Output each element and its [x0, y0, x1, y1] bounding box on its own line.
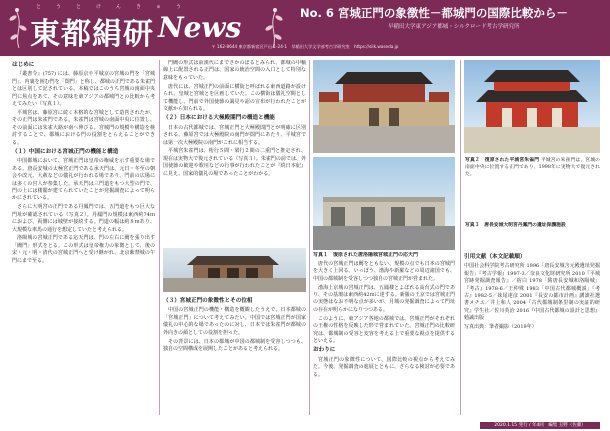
publisher-info: 〒 162-8644 東京都新宿区戸山 1-24-1 早稲田大学文学部考古学研究室 https://silk.waseda.jp: [211, 44, 399, 49]
photo-daming-palace: [313, 157, 455, 250]
paragraph: 宮城正門の象徴性について、国際比較の視点から考えてみた。今後、発掘調査の進展とともに、さらなる検討が必要である。: [313, 356, 455, 378]
institute-name: 早稲田大学東アジア都城・シルクロード考古学研究所: [388, 24, 520, 30]
paragraph: 日本の古代都城では、宮城正門と大極殿閤門とが明確に区別される。藤原宮では大極殿院の南門が閤門にあたり、平城宮では第一次大極殿院の南門がこれに相当する。: [163, 124, 306, 146]
caption-title: 写真２ 復原された平城宮朱雀門: [465, 157, 540, 163]
article-column-3: [313, 252, 455, 415]
paragraph: 平城宮朱雀門は、桁行５間・梁行２間の二重門と推定され、現在は実物大で復元されている（写真３）。朱雀門の前では、外国使節の歓迎や歌垣などの行事が行われたことが『続日本紀』に見え、国家的儀礼の場であったことがわかる。: [163, 148, 306, 177]
paragraph: 平城宮は、藤原宮に続く本格的な宮城として造営されたが、その正門は朱雀門である。朱雀門は宮城の南面中央に位置し、その前面には朱雀大路が南へ伸びる。宮城門の規模や構造を検討することで、都城における門の役割をとらえることができる。: [12, 109, 155, 146]
masthead-ruby: とうとけんきゅう: [36, 4, 197, 10]
section-heading-1: （１）中国における宮城正門の機能と構造: [12, 148, 119, 155]
column-divider: [159, 60, 160, 415]
photo-gate-plaza: [163, 248, 306, 292]
article-column-2: [163, 60, 306, 243]
paragraph: 『叢書令』(757) には、藤原京や平城京の宮城の門を「宮城門」、内裏を囲む門を「閤門」と称し、都城の正門である朱雀門とは区別して記されている。本稿ではこのうち宮城の南面中央門に焦点をあて、その意味を東アジアの都城門との比較から考えてみたい（写真１）。: [12, 71, 155, 108]
photo-suzaku-gate: [464, 60, 600, 153]
column-divider: [460, 60, 461, 415]
section-heading-2: （２）日本における大極殿閤門の構造と機能: [163, 115, 275, 122]
paragraph: 中国都城において、宮城正門は皇帝の権威を示す重要な場である。唐長安城の太極宮正門である承天門は、元日・冬至の朝会や改元、大赦などの儀礼が行われる場であり、門前の広場には多くの官人が参集した。承天門は三門道をもつ大型の門で、門の上には楼閣が建てられていたことが発掘調査によって明らかにされている。: [12, 158, 155, 202]
page-footer: [0, 420, 610, 431]
footer-date-bar: 2020.1.15 発行 / 年4回 編集 丑野（佐藤）: [480, 422, 600, 429]
paragraph: さらに大明宮の正門である丹鳳門では、五門道をもつ巨大な門址が確認されている（写真２）。丹鳳門の規模は東西約74ｍにおよび、両側には城壁が接続する。門道の幅は約８ｍあり、大規模な車馬の通行を想定していたと考えられる。: [12, 204, 155, 233]
paragraph: 唐代の宮城正門は闕をともない、規模の点でも日本の宮城門を大きく上回る。いっぽう、渤海や新羅などの周辺諸国でも、中国の都城制を受容しつつ独自の宮城正門が営まれた。: [313, 260, 455, 282]
paragraph: 門闕の形式は前漢代にまでさかのぼるとみられ、都城の中軸線上に配置される正門は、国家の統治空間の入口として特別な意味をもっていた。: [163, 60, 306, 81]
daming-palace-illustration: [313, 157, 455, 250]
photo-caption-3: 写真３ 唐長安城大明宮丹鳳門の遺址保護施設: [465, 222, 566, 228]
references-heading: 引用文献（本文記載順）: [464, 254, 526, 260]
gate-photo-illustration: [163, 248, 306, 292]
column-divider: [309, 60, 310, 415]
section-heading-conclusion: おわりに: [313, 347, 336, 354]
section-heading-3: （３）宮城正門の象徴性とその位相: [163, 298, 253, 304]
luoyang-gate-illustration: [313, 60, 455, 153]
paragraph: 洛陽城の宮城正門である応天門は、門の左右に闕を張り出す「闕門」形式をとる。この形式は皇帝権力の象徴として、後の宋・元・明・清代の宮城正門へと受け継がれ、北京紫禁城の午門にまで至る。: [12, 235, 155, 264]
masthead-banner: [0, 0, 610, 56]
suzaku-gate-illustration: [464, 60, 600, 153]
title-english: News: [158, 11, 242, 44]
title-japanese: 東都絹研: [30, 17, 154, 52]
paragraph: その背景には、日本の都城が中国の都城制を受容しつつも、独自の空間構成を展開したことがあると考えられる。: [163, 338, 306, 352]
section-heading-intro: はじめに: [12, 62, 35, 68]
paragraph: このように、東アジア各地の都城では、宮城正門がそれぞれの王権の性格を反映した形で営まれていた。宮城正門の比較研究は、都城制の受容と変容を考える上で重要な視点を提供するといえる。: [313, 315, 455, 344]
article-column-4: [464, 252, 600, 415]
caption-body: 平城宮の朱雀門は、宮城の南面中央に位置する正門であり、1998年に実物大で復元された。: [465, 158, 600, 177]
article-column-2-lower: [163, 296, 306, 415]
photo-caption-2: [465, 157, 600, 191]
photo-caption-1: 写真１ 復原された唐洛陽城宮城正門の応天門: [313, 252, 419, 258]
paragraph: 唐代には、宮城正門の前面に横街と呼ばれる東西道路が設けられ、皇城と宮城とを区画していた。この横街は儀礼空間として機能し、門前で外国使節の謁見や詔の宣布が行われたことが文献から知られる。: [163, 83, 306, 112]
references-list: 中国社会科学院考古研究所 1996「唐長安城含元殿遺址発掘報告」『考古学報』1997-3／奈良文化財研究所 2010『平城宮跡発掘調査報告』／宿白 1978「隋唐長安城和洛陽城」『考古』1978-6／王仲殊 1983「中国古代都城概説」『考古』1982-5／妹尾達彦 2001『長安の都市計画』講談社選書メチエ／井上和人 2004『古代都城制条里制の実証的研究』学生社／佐川英治 2016『中国古代都城の設計と思想』勉誠出版: [464, 263, 600, 322]
article-column-1: [12, 60, 155, 415]
photo-luoyang-gate: [313, 60, 455, 153]
issue-headline: No. 6 宮城正門の象徴性－都城門の国際比較から－: [300, 6, 568, 20]
paragraph: 渤海上京城の宮城正門は、五鳳楼とよばれる高台式の門であり、その基壇は東西約42ｍに達する。新羅の王京では宮城正門の実態はなお不明な点が多いが、月城の発掘調査によって門址の存在が明らかになりつつある。: [313, 284, 455, 313]
paragraph: 中国の宮城正門の機能・構造を概観したうえで、日本都城の「宮城正門」について考えてみたい。中国では宮城正門が国家儀礼の中心的な場であったのに対し、日本では朱雀門が都城の外向きの顔としての役割を担った。: [163, 307, 306, 336]
photo-credit: 写真出典：筆者撮影（2019年）: [464, 324, 537, 331]
